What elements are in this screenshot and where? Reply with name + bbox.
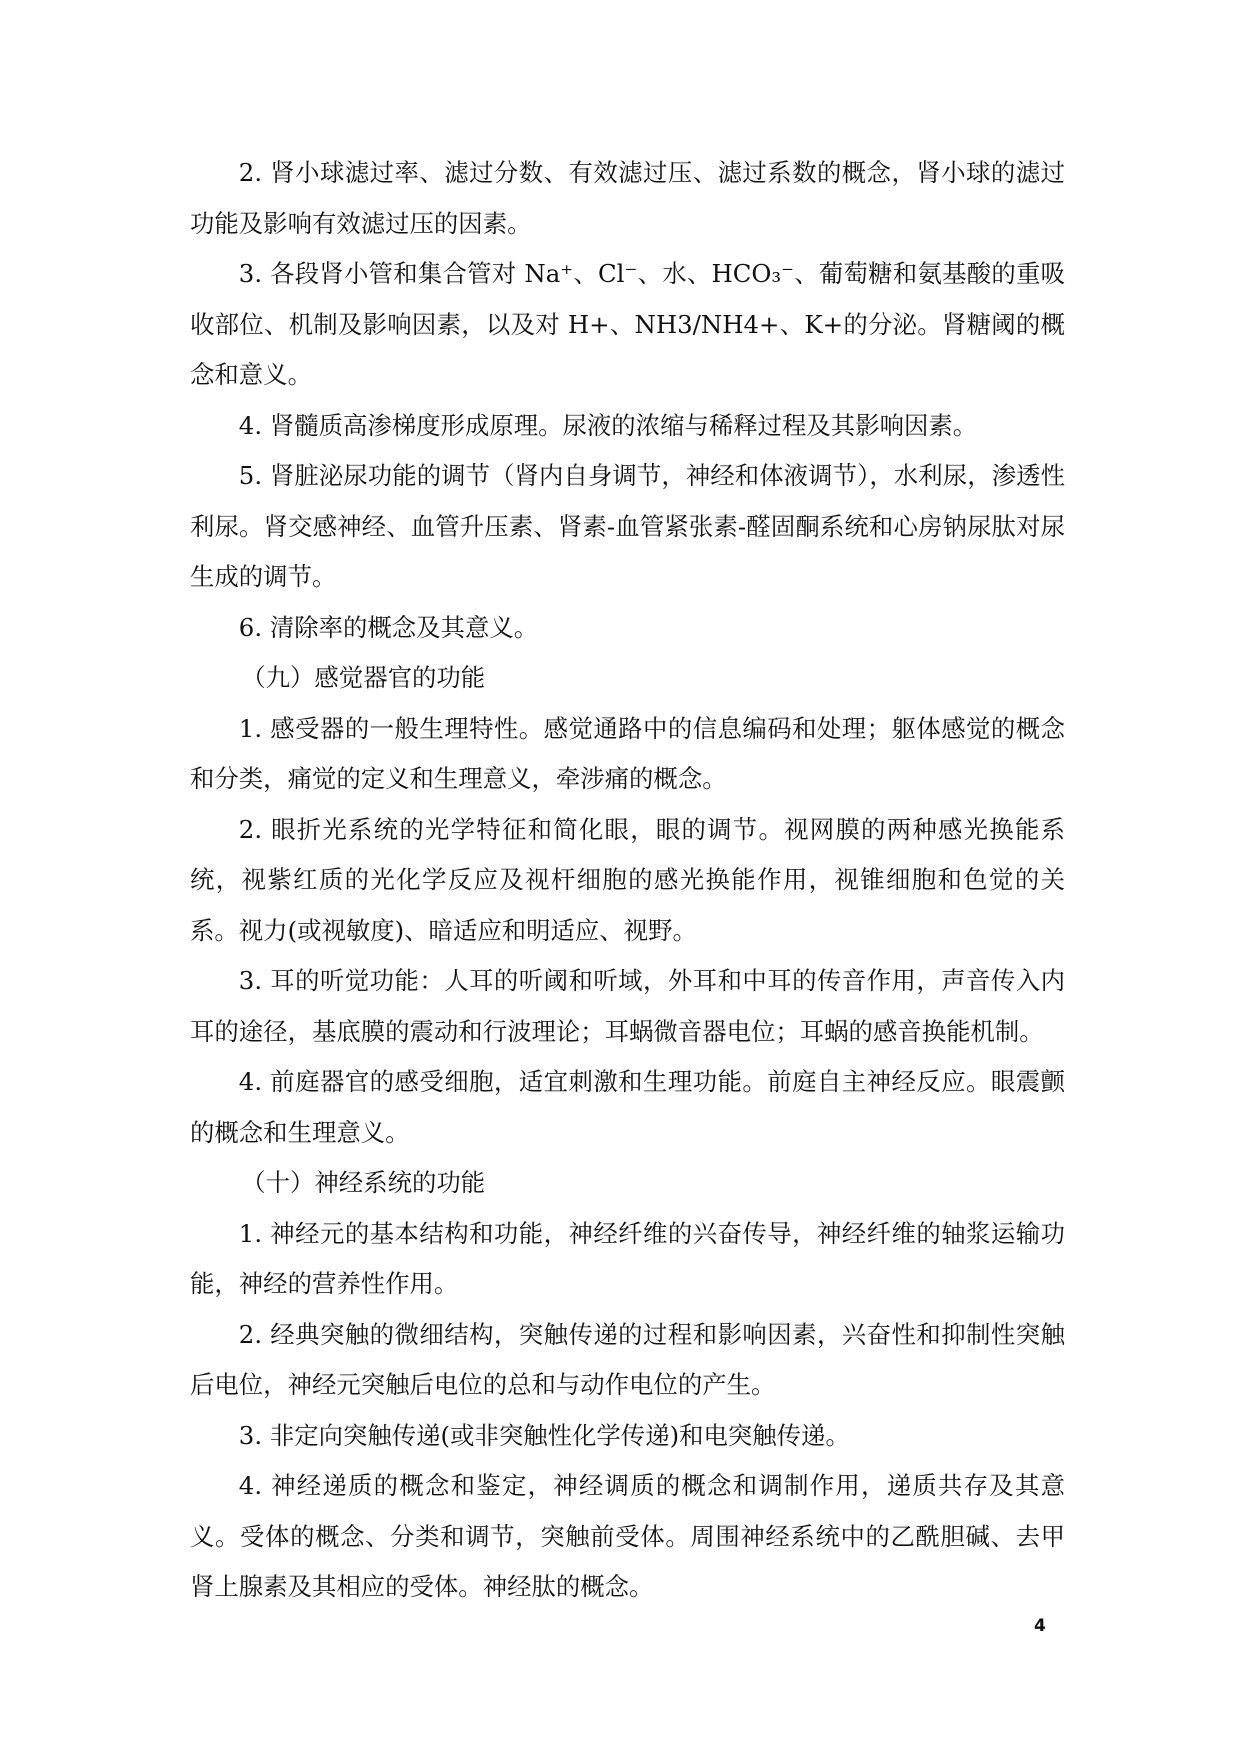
section-heading-nervous-system: （十）神经系统的功能 (241, 1168, 486, 1197)
paragraph-medullary-gradient: 4. 肾髓质高渗梯度形成原理。尿液的浓缩与稀释过程及其影响因素。 (238, 410, 978, 440)
paragraph-neuron: 1. 神经元的基本结构和功能，神经纤维的兴奋传导，神经纤维的轴浆运输功能，神经的营养性作用。 (190, 1218, 1065, 1298)
paragraph-receptors: 1. 感受器的一般生理特性。感觉通路中的信息编码和处理；躯体感觉的概念和分类，痛觉的定义和生理意义，牵涉痛的概念。 (190, 713, 1065, 793)
page-number: 4 (1034, 1616, 1046, 1636)
paragraph-vestibular: 4. 前庭器官的感受细胞，适宜刺激和生理功能。前庭自主神经反应。眼震颤的概念和生理意义。 (190, 1067, 1065, 1147)
paragraph-synapse: 2. 经典突触的微细结构，突触传递的过程和影响因素，兴奋性和抑制性突触后电位，神经元突触后电位的总和与动作电位的产生。 (190, 1319, 1065, 1399)
paragraph-urine-regulation: 5. 肾脏泌尿功能的调节（肾内自身调节，神经和体液调节），水利尿，渗透性利尿。肾交感神经、血管升压素、肾素-血管紧张素-醛固酮系统和心房钠尿肽对尿生成的调节。 (190, 461, 1065, 591)
paragraph-hearing: 3. 耳的听觉功能：人耳的听阈和听域，外耳和中耳的传音作用，声音传入内耳的途径，基底膜的震动和行波理论；耳蜗微音器电位；耳蜗的感音换能机制。 (190, 966, 1065, 1046)
paragraph-glomerular-filtration: 2. 肾小球滤过率、滤过分数、有效滤过压、滤过系数的概念，肾小球的滤过功能及影响有效滤过压的因素。 (190, 158, 1065, 238)
paragraph-nondirected-transmission: 3. 非定向突触传递(或非突触性化学传递)和电突触传递。 (238, 1420, 850, 1450)
section-heading-sensory-organs: （九）感觉器官的功能 (241, 663, 486, 692)
paragraph-tubular-reabsorption: 3. 各段肾小管和集合管对 Na⁺、Cl⁻、水、HCO₃⁻、葡萄糖和氨基酸的重吸收部位、机制及影响因素，以及对 H+、NH3/NH4+、K+的分泌。肾糖阈的概念和意义。 (190, 259, 1065, 389)
paragraph-clearance-rate: 6. 清除率的概念及其意义。 (238, 612, 539, 642)
paragraph-vision: 2. 眼折光系统的光学特征和简化眼，眼的调节。视网膜的两种感光换能系统，视紫红质的光化学反应及视杆细胞的感光换能作用，视锥细胞和色觉的关系。视力(或视敏度)、暗适应和明适应、视野。 (190, 814, 1065, 945)
paragraph-neurotransmitters: 4. 神经递质的概念和鉴定，神经调质的概念和调制作用，递质共存及其意义。受体的概念、分类和调节，突触前受体。周围神经系统中的乙酰胆碱、去甲肾上腺素及其相应的受体。神经肽的概念。 (190, 1471, 1065, 1601)
page-body (190, 148, 1065, 1613)
